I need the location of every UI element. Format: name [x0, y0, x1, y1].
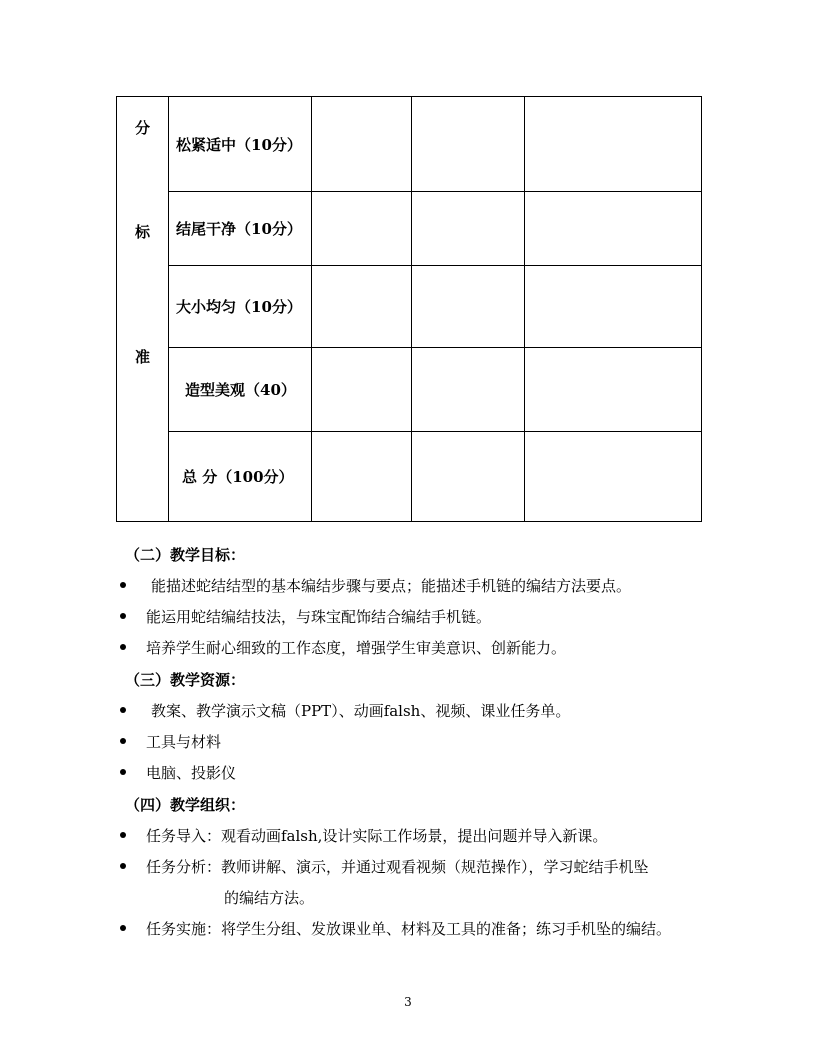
scoring-standard-label [117, 97, 169, 522]
score-cell [312, 266, 412, 348]
bullet-icon [120, 769, 126, 775]
section-heading-goals: （二）教学目标： [125, 546, 246, 564]
page-number: 3 [404, 995, 412, 1009]
table-row [117, 266, 702, 348]
criterion-cell: 总 分（100分） [169, 432, 312, 522]
table-row [117, 192, 702, 266]
list-item: 任务分析：教师讲解、演示，并通过观看视频（规范操作），学习蛇结手机坠 [120, 856, 649, 877]
list-item: 电脑、投影仪 [120, 762, 236, 783]
bullet-icon [120, 832, 126, 838]
score-cell [525, 192, 702, 266]
score-cell [412, 432, 525, 522]
table-row [117, 432, 702, 522]
scoring-table [116, 96, 702, 522]
bullet-icon [120, 925, 126, 931]
score-cell [525, 348, 702, 432]
score-cell [412, 192, 525, 266]
score-cell [312, 348, 412, 432]
criterion-cell: 结尾干净（10分） [169, 192, 312, 266]
section-heading-organization: （四）教学组织： [125, 796, 246, 814]
list-item: 工具与材料 [120, 731, 221, 752]
criterion-cell: 造型美观（40） [169, 348, 312, 432]
list-item: 能运用蛇结编结技法，与珠宝配饰结合编结手机链。 [120, 606, 491, 627]
score-cell [525, 266, 702, 348]
score-cell [412, 266, 525, 348]
list-item-continuation: 的编结方法。 [224, 889, 315, 907]
criterion-cell: 松紧适中（10分） [169, 97, 312, 192]
table-row [117, 348, 702, 432]
bullet-icon [120, 863, 126, 869]
list-item: 任务导入：观看动画falsh,设计实际工作场景，提出问题并导入新课。 [120, 825, 607, 846]
side-label-char: 分 [134, 119, 150, 137]
criterion-cell: 大小均匀（10分） [169, 266, 312, 348]
list-item: 培养学生耐心细致的工作态度，增强学生审美意识、创新能力。 [120, 637, 566, 658]
score-cell [312, 192, 412, 266]
score-cell [525, 432, 702, 522]
bullet-icon [120, 738, 126, 744]
bullet-icon [120, 644, 126, 650]
score-cell [412, 97, 525, 192]
score-cell [312, 432, 412, 522]
score-cell [525, 97, 702, 192]
bullet-icon [120, 707, 126, 713]
table-row [117, 97, 702, 192]
bullet-icon [120, 613, 126, 619]
score-cell [412, 348, 525, 432]
list-item: 能描述蛇结结型的基本编结步骤与要点；能描述手机链的编结方法要点。 [120, 575, 631, 596]
bullet-icon [120, 582, 126, 588]
score-cell [312, 97, 412, 192]
section-heading-resources: （三）教学资源： [125, 671, 246, 689]
list-item: 教案、教学演示文稿（PPT）、动画falsh、视频、课业任务单。 [120, 700, 570, 721]
side-label-char: 准 [134, 348, 150, 366]
side-label-char: 标 [134, 223, 150, 241]
list-item: 任务实施：将学生分组、发放课业单、材料及工具的准备；练习手机坠的编结。 [120, 918, 671, 939]
